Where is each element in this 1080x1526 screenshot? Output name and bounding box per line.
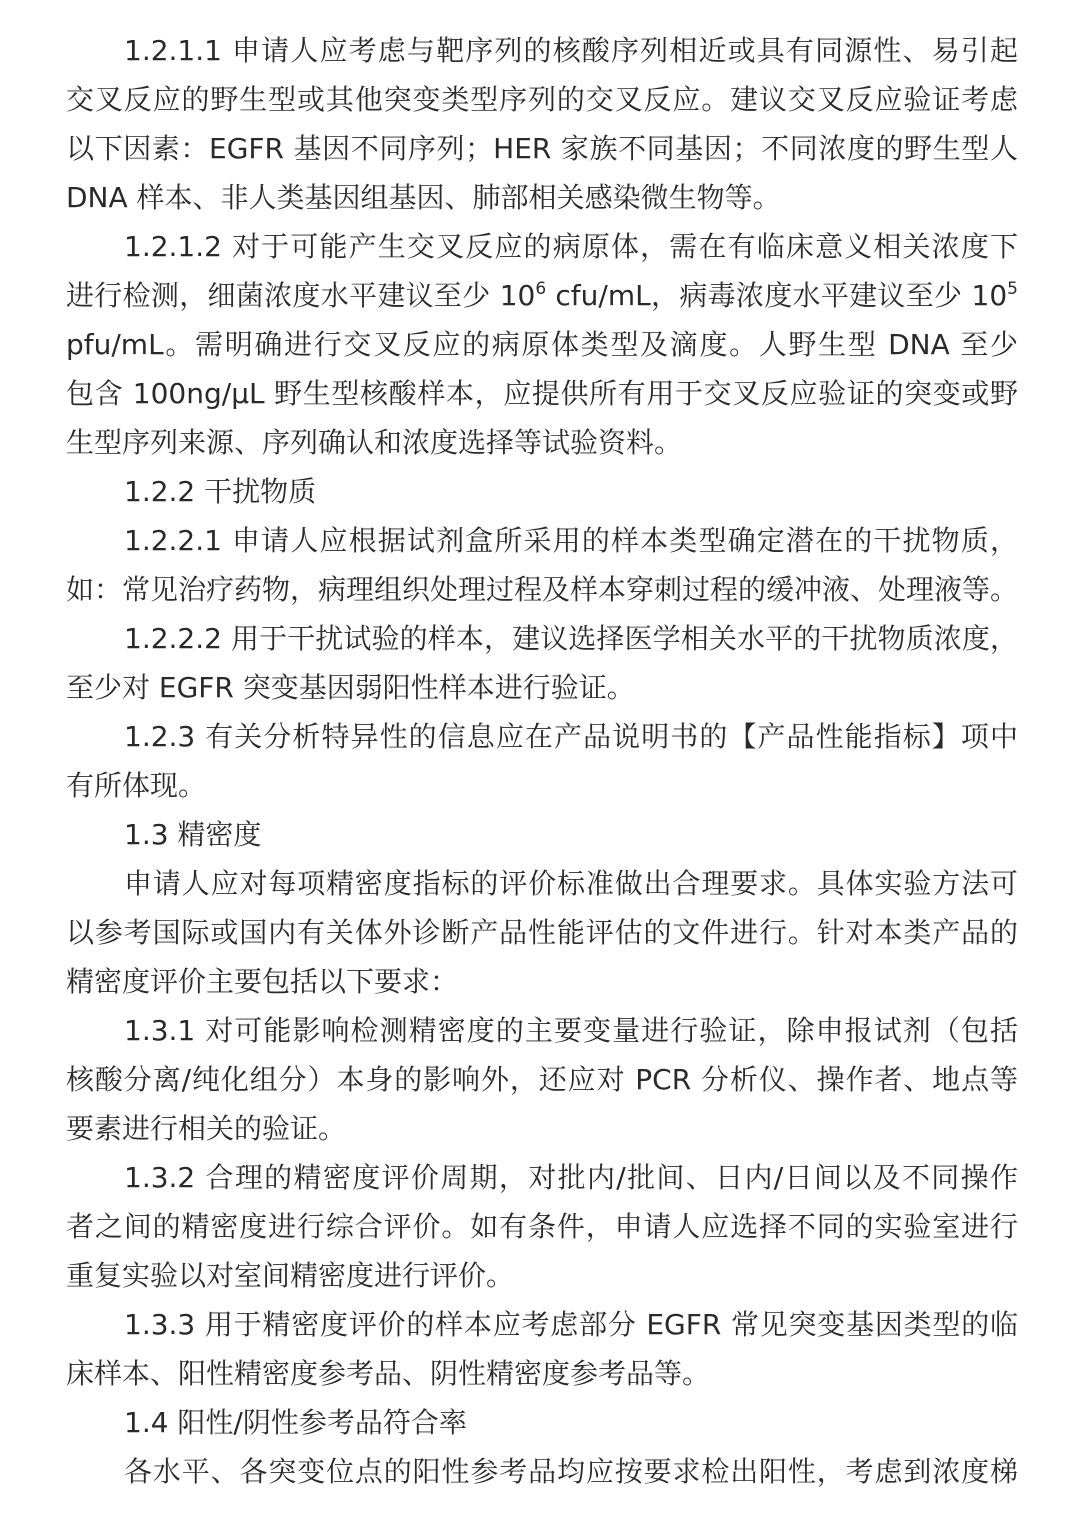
text-line: 1.2.1.1 申请人应考虑与靶序列的核酸序列相近或具有同源性、易引起	[124, 34, 1018, 67]
text-line: 有所体现。	[66, 769, 207, 802]
section-heading: 1.3 精密度	[124, 818, 262, 851]
text-line: 1.2.2.1 申请人应根据试剂盒所采用的样本类型确定潜在的干扰物质，	[124, 524, 1018, 557]
section-heading: 1.4 阳性/阴性参考品符合率	[124, 1406, 467, 1439]
text-line: 重复实验以对室间精密度进行评价。	[66, 1259, 515, 1292]
superscript-exponent: 5	[1007, 279, 1018, 299]
text-line: 以下因素：EGFR 基因不同序列；HER 家族不同基因；不同浓度的野生型人	[66, 132, 1018, 165]
superscript-exponent: 6	[535, 279, 547, 299]
text-line: 生型序列来源、序列确认和浓度选择等试验资料。	[66, 426, 683, 459]
text-line: 如：常见治疗药物，病理组织处理过程及样本穿刺过程的缓冲液、处理液等。	[66, 573, 1019, 606]
text-line: 床样本、阳性精密度参考品、阴性精密度参考品等。	[66, 1357, 711, 1390]
text-line: 1.2.2.2 用于干扰试验的样本，建议选择医学相关水平的干扰物质浓度，	[124, 622, 1018, 655]
text-line: 1.3.3 用于精密度评价的样本应考虑部分 EGFR 常见突变基因类型的临	[124, 1308, 1018, 1341]
document-body	[66, 26, 1018, 1496]
text-segment: 进行检测，细菌浓度水平建议至少 10	[66, 279, 536, 312]
text-line: 1.3.2 合理的精密度评价周期，对批内/批间、日内/日间以及不同操作	[124, 1161, 1018, 1194]
text-line-with-superscripts	[66, 271, 1018, 320]
text-line: 交叉反应的野生型或其他突变类型序列的交叉反应。建议交叉反应验证考虑	[66, 83, 1018, 116]
text-line: 1.3.1 对可能影响检测精密度的主要变量进行验证，除申报试剂（包括	[124, 1014, 1018, 1047]
text-line: 以参考国际或国内有关体外诊断产品性能评估的文件进行。针对本类产品的	[66, 916, 1018, 949]
text-line: 各水平、各突变位点的阳性参考品均应按要求检出阳性，考虑到浓度梯	[124, 1455, 1018, 1488]
text-line: 申请人应对每项精密度指标的评价标准做出合理要求。具体实验方法可	[124, 867, 1018, 900]
text-line: 者之间的精密度进行综合评价。如有条件，申请人应选择不同的实验室进行	[66, 1210, 1018, 1243]
text-line: 1.2.3 有关分析特异性的信息应在产品说明书的【产品性能指标】项中	[124, 720, 1018, 753]
text-line: 精密度评价主要包括以下要求：	[66, 965, 459, 998]
text-segment: cfu/mL，病毒浓度水平建议至少 10	[546, 279, 1008, 312]
text-line: 要素进行相关的验证。	[66, 1112, 347, 1145]
text-line: 至少对 EGFR 突变基因弱阳性样本进行验证。	[66, 671, 635, 704]
text-line: 1.2.1.2 对于可能产生交叉反应的病原体，需在有临床意义相关浓度下	[124, 230, 1018, 263]
section-heading: 1.2.2 干扰物质	[124, 475, 317, 508]
text-line: 包含 100ng/μL 野生型核酸样本，应提供所有用于交叉反应验证的突变或野	[66, 377, 1018, 410]
text-line: 核酸分离/纯化组分）本身的影响外，还应对 PCR 分析仪、操作者、地点等	[66, 1063, 1018, 1096]
text-line: DNA 样本、非人类基因组基因、肺部相关感染微生物等。	[66, 181, 781, 214]
text-line: pfu/mL。需明确进行交叉反应的病原体类型及滴度。人野生型 DNA 至少	[66, 328, 1018, 361]
